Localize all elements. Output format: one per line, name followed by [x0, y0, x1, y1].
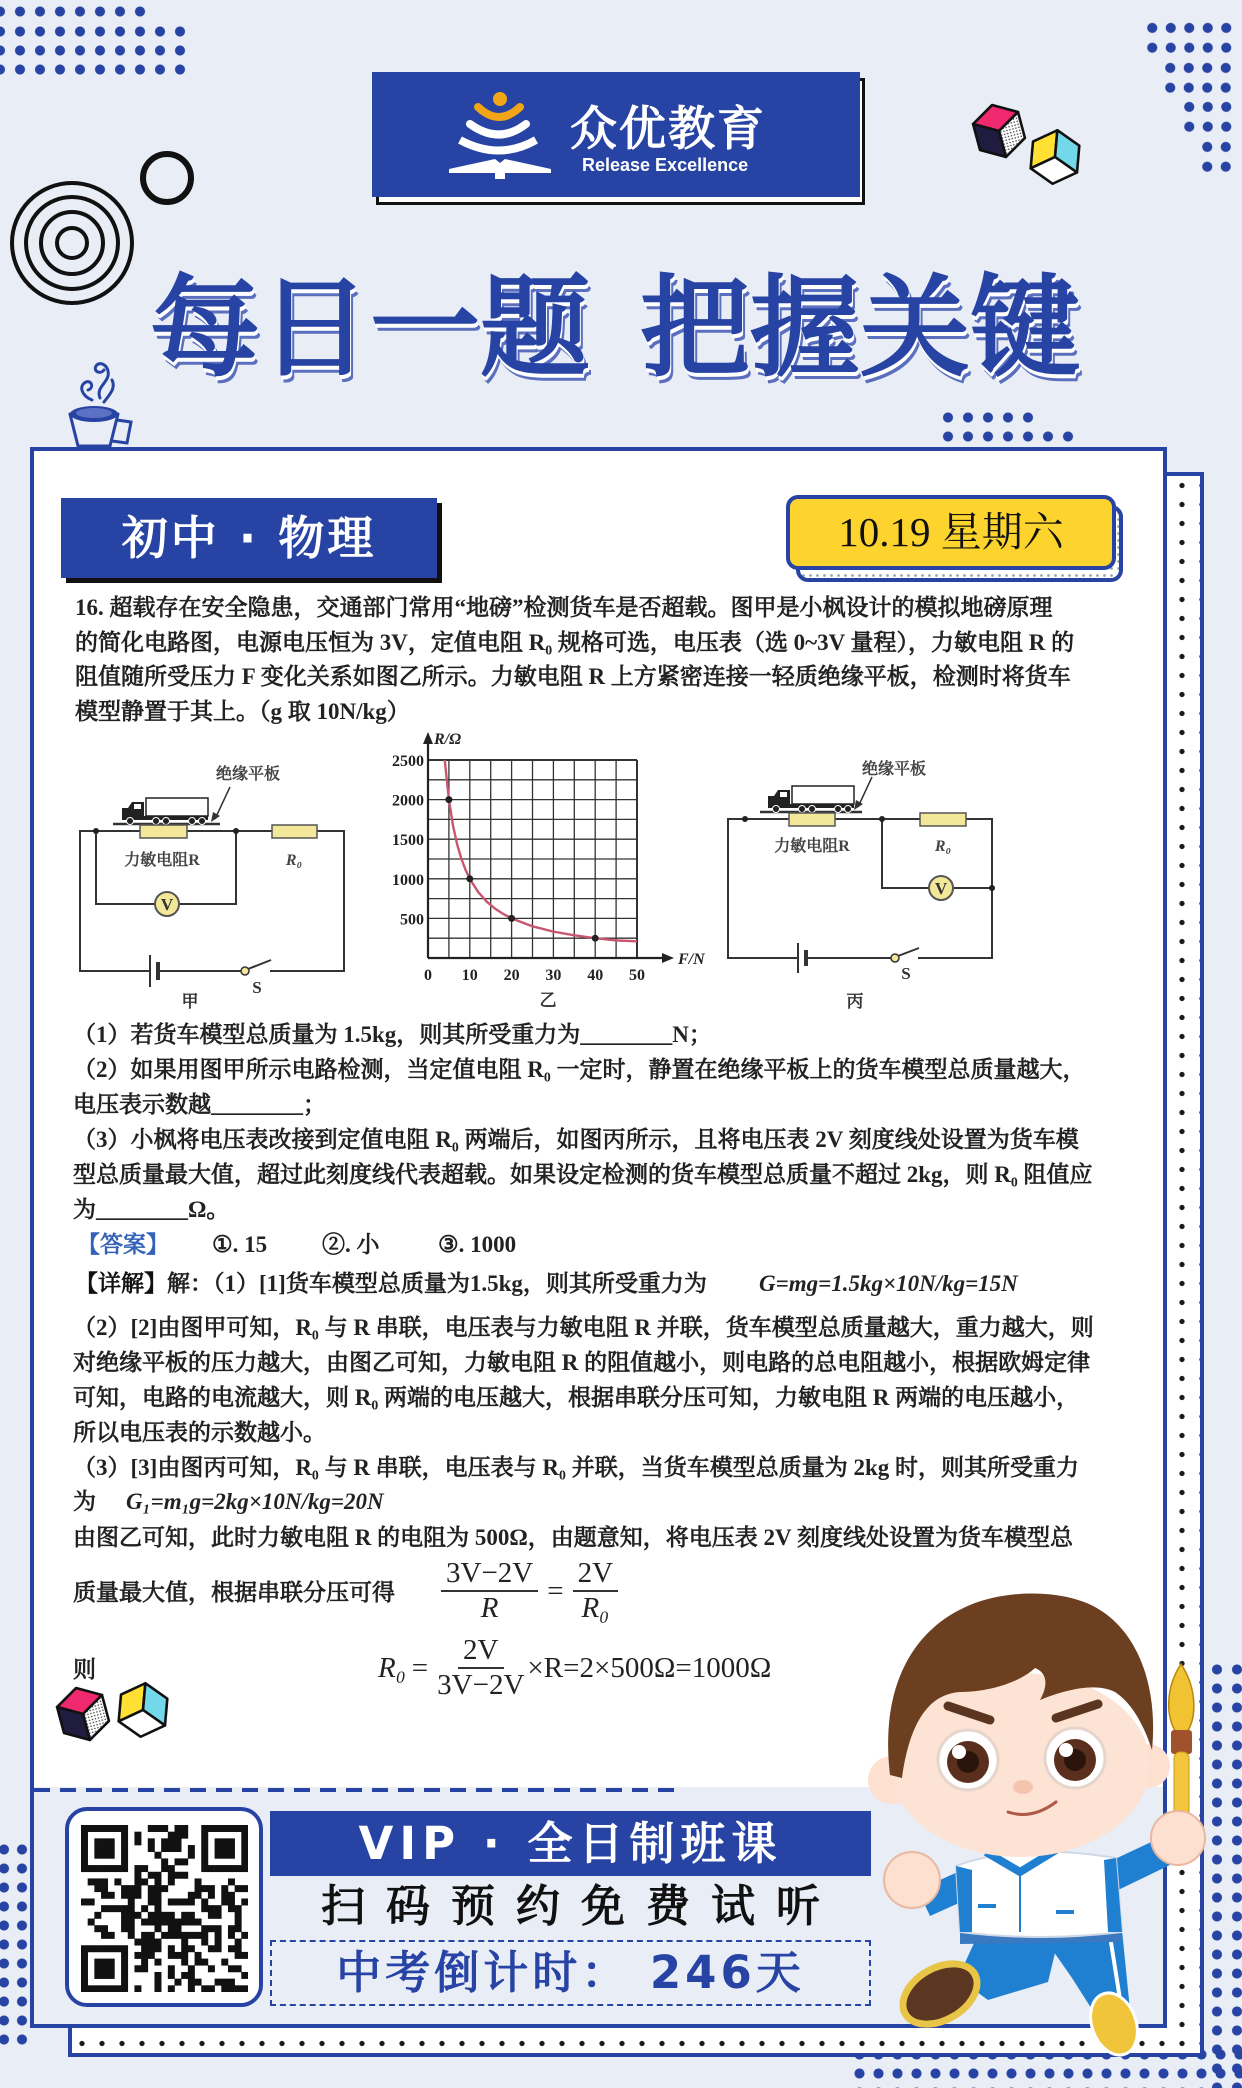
voltmeter-label: V: [934, 879, 948, 898]
brand-slogan: Release Excellence: [582, 155, 749, 175]
switch-label: S: [901, 964, 911, 983]
eye-icon: [938, 1730, 998, 1790]
plate-label: 绝缘平板: [861, 761, 927, 778]
voltage-ratio-equation: [438, 1556, 621, 1626]
switch-icon: [891, 954, 899, 962]
answer-item: ②. 小: [322, 1232, 380, 1257]
x-tick-label: 30: [545, 967, 562, 984]
equals-sign: =: [411, 1651, 429, 1684]
explanation-line: （2）[2]由图甲可知，R₀ 与 R 串联，电压表与力敏电阻 R 并联，货车模型总质量越大，重力越大，则: [73, 1315, 1094, 1340]
answer-row: [77, 1227, 677, 1262]
data-point: [445, 796, 452, 803]
exam-countdown: 中考倒计时： 246天: [270, 1940, 871, 2006]
data-point: [466, 875, 473, 882]
dot-grid-icon: [0, 22, 190, 79]
explanation-line: 可知，电路的电流越大，则 R₀ 两端的电压越大，根据串联分压可知，力敏电阻 R 两端的电压越小，: [73, 1385, 1080, 1410]
y-tick-label: 2000: [392, 792, 424, 810]
qr-code-pattern: [81, 1825, 248, 1992]
data-point: [592, 935, 599, 942]
explanation-line: [73, 1484, 673, 1519]
x-tick-label: 0: [424, 967, 432, 984]
y-axis-arrow-icon: [423, 732, 433, 744]
cube-icon: [968, 100, 1030, 162]
subquestion-line: （3）小枫将电压表改接到定值电阻 R₀ 两端后，如图丙所示，且将电压表 2V 刻度线处设置为货车模: [73, 1127, 1079, 1152]
question-line: 的简化电路图，电源电压恒为 3V，定值电阻 R₀ 规格可选，电压表（选 0~3V 量程），力敏电阻 R 的: [75, 629, 1075, 655]
dot-grid-icon: [0, 1840, 31, 2049]
y-tick-label: 1000: [392, 871, 424, 889]
explanation-text: 解：（1）[1]货车模型总质量为1.5kg，则其所受重力为: [167, 1271, 707, 1296]
cube-icon: [1024, 126, 1086, 188]
book-tree-logo-icon: [447, 87, 555, 179]
dot-grid-icon: [1198, 137, 1235, 177]
mascot: [860, 1580, 1242, 2088]
figure-caption: 乙: [539, 991, 557, 1010]
answer-item: ③. 1000: [438, 1232, 517, 1257]
dot-grid-icon: [1161, 58, 1235, 98]
voltmeter-label: V: [160, 895, 174, 914]
force-sensitive-resistor: [789, 813, 835, 826]
y-tick-label: 2500: [392, 753, 424, 770]
dashed-divider: [34, 1788, 682, 1792]
question-line: 模型静置于其上。（g 取 10N/kg）: [75, 698, 410, 724]
cube-icon: [112, 1679, 174, 1741]
r0-label: R₀: [285, 852, 303, 869]
banner-title-right: 把握关键: [640, 264, 1080, 392]
explanation-line: 由图乙可知，此时力敏电阻 R 的电阻为 500Ω，由题意知，将电压表 2V 刻度线处设置为货车模型总: [73, 1525, 1073, 1550]
answer-label: 【答案】: [77, 1232, 169, 1257]
circuit-diagram-bing: [720, 755, 1010, 1015]
answer-item: ①. 15: [212, 1232, 268, 1257]
truck-icon: [122, 798, 208, 825]
ring-icon: [143, 154, 191, 202]
eye-icon: [1045, 1728, 1105, 1788]
subject-badge: 初中 · 物理: [61, 498, 437, 578]
fraction: [573, 1557, 618, 1625]
explanation-label: 【详解】: [75, 1271, 167, 1296]
date-badge: 10.19 星期六: [786, 495, 1116, 570]
numerator: 3V−2V: [441, 1557, 538, 1592]
banner-title-left: 每日一题: [150, 264, 590, 392]
force-sensitive-resistor: [140, 825, 187, 838]
dot-grid-icon: [938, 408, 1038, 427]
r0-symbol: R₀: [378, 1651, 406, 1684]
data-curve: [445, 760, 637, 941]
data-point: [508, 915, 515, 922]
fixed-resistor-r0: [272, 825, 317, 838]
dot-grid-icon: [0, 2, 150, 21]
explanation-text: 为: [73, 1489, 96, 1514]
fixed-resistor-r0: [920, 813, 966, 826]
gravity-formula-2: G₁=m₁g=2kg×10N/kg=20N: [126, 1489, 384, 1514]
circuit-diagram-jia: [70, 755, 360, 1015]
y-axis-label: R/Ω: [434, 731, 462, 748]
r0-label: R₀: [934, 838, 952, 855]
sensor-label: 力敏电阻R: [774, 838, 850, 855]
numerator: 2V: [573, 1557, 618, 1592]
explanation-line: 质量最大值，根据串联分压可得: [73, 1580, 395, 1605]
explanation-line: （3）[3]由图丙可知，R₀ 与 R 串联，电压表与 R₀ 并联，当货车模型总质量为 2kg 时，则其所受重力: [73, 1455, 1079, 1480]
brand-logo: [372, 72, 860, 197]
call-to-action: 扫码预约免费试听: [321, 1881, 841, 1932]
sensor-label: 力敏电阻R: [124, 852, 200, 869]
dot-grid-icon: [1143, 18, 1236, 58]
subquestion-line: 型总质量最大值，超过此刻度线代表超载。如果设定检测的货车模型总质量不超过 2kg，则 R₀ 阻值应: [73, 1162, 1093, 1187]
truck-icon: [768, 786, 854, 813]
x-tick-label: 20: [503, 967, 520, 984]
qr-code: [65, 1807, 263, 2007]
explanation-line: 对绝缘平板的压力越大，由图乙可知，力敏电阻 R 的阻值越小，则电路的总电阻越小，根据欧姆定律: [73, 1350, 1091, 1375]
subquestion-line: （2）如果用图甲所示电路检测，当定值电阻 R₀ 一定时，静置在绝缘平板上的货车模型总质量越大，: [73, 1057, 1086, 1082]
cube-icon: [52, 1683, 114, 1745]
question-line: 16. 超载存在安全隐患，交通部门常用“地磅”检测货车是否超载。图甲是小枫设计的模拟地磅原理: [75, 595, 1053, 620]
equals-sign: =: [547, 1574, 564, 1607]
brand-name: 众优教育: [570, 102, 766, 157]
explanation-line: 则: [73, 1657, 96, 1682]
gravity-formula: G=mg=1.5kg×10N/kg=15N: [759, 1271, 1018, 1296]
switch-icon: [241, 967, 249, 975]
question-line: 阻值随所受压力 F 变化关系如图乙所示。力敏电阻 R 上方紧密连接一轻质绝缘平板，检测时将货车: [75, 664, 1071, 690]
denominator: R: [480, 1592, 499, 1624]
explanation-part2: [73, 1310, 1094, 1450]
x-tick-label: 40: [587, 967, 604, 984]
fraction: [437, 1634, 524, 1702]
x-axis-arrow-icon: [662, 953, 674, 963]
x-tick-label: 50: [629, 967, 645, 984]
x-axis-label: F/N: [678, 951, 705, 968]
subquestion-line: 为________Ω。: [73, 1197, 230, 1222]
dot-grid-icon: [1180, 97, 1236, 137]
x-tick-label: 10: [461, 967, 478, 984]
dot-grid-icon: [938, 427, 1078, 446]
course-banner: VIP · 全日制班课: [270, 1811, 871, 1876]
result-tail: ×R=2×500Ω=1000Ω: [527, 1651, 772, 1684]
resistance-force-graph: [380, 730, 710, 1020]
plate-label: 绝缘平板: [215, 766, 281, 783]
fraction: [441, 1557, 538, 1625]
y-tick-label: 1500: [392, 832, 424, 850]
y-tick-label: 500: [400, 911, 424, 929]
subquestion-line: 电压表示数越________；: [73, 1092, 326, 1117]
numerator: 2V: [458, 1634, 503, 1669]
brush-icon: [1169, 1664, 1194, 1824]
figure-caption: 甲: [181, 992, 199, 1011]
switch-label: S: [252, 978, 262, 997]
explanation-line: 所以电压表的示数越小。: [73, 1420, 326, 1445]
r0-result-equation: [378, 1632, 771, 1704]
denominator: 3V−2V: [437, 1669, 525, 1701]
coffee-cup-icon: [56, 350, 140, 448]
explanation-line: [75, 1266, 1125, 1301]
subquestions: [73, 1017, 1093, 1227]
subquestion-line: （1）若货车模型总质量为 1.5kg，则其所受重力为________N；: [73, 1022, 712, 1047]
question-text: [75, 591, 1074, 729]
figure-caption: 丙: [846, 992, 864, 1011]
denominator: R₀: [581, 1592, 610, 1624]
